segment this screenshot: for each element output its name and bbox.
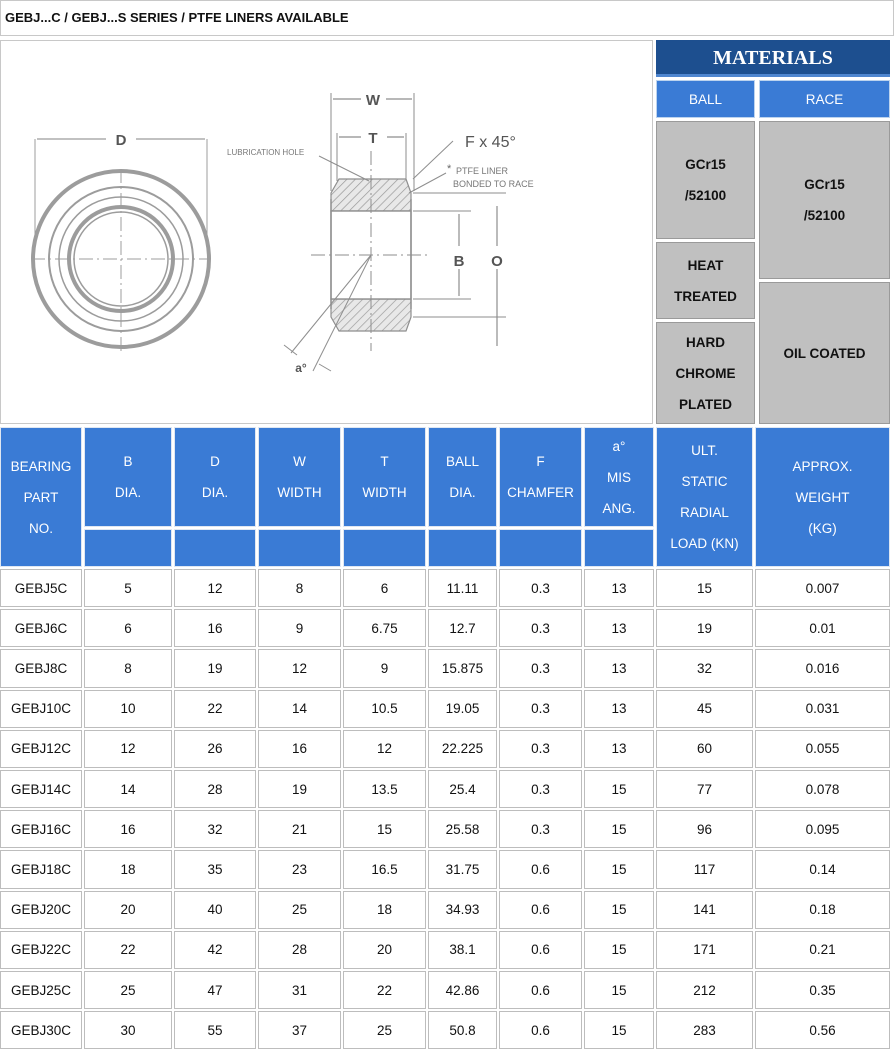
table-cell: 15: [584, 971, 654, 1009]
table-cell: 10.5: [343, 690, 426, 728]
table-cell: 22: [84, 931, 172, 969]
ball-finish: HARD CHROME PLATED: [656, 322, 755, 424]
table-cell: 22: [174, 690, 256, 728]
table-cell: 0.18: [755, 891, 890, 929]
table-cell: 0.3: [499, 649, 582, 687]
bearing-drawing: [0, 40, 653, 424]
table-cell: 0.6: [499, 1011, 582, 1049]
table-cell: 28: [258, 931, 341, 969]
page-title: GEBJ...C / GEBJ...S SERIES / PTFE LINERS AVAILABLE: [0, 0, 894, 36]
table-cell: 15: [584, 1011, 654, 1049]
header-weight: APPROX. WEIGHT (KG): [755, 427, 890, 567]
front-view: [31, 139, 211, 351]
angle-label: a°: [295, 361, 307, 375]
table-cell: 0.6: [499, 931, 582, 969]
materials-title: MATERIALS: [656, 40, 890, 77]
table-cell: 15: [584, 850, 654, 888]
table-cell: 96: [656, 810, 753, 848]
table-cell: 21: [258, 810, 341, 848]
table-cell: 12.7: [428, 609, 497, 647]
table-cell: 47: [174, 971, 256, 1009]
table-cell: 10: [84, 690, 172, 728]
table-cell: 0.6: [499, 891, 582, 929]
table-cell: 19.05: [428, 690, 497, 728]
table-cell: 0.3: [499, 569, 582, 607]
table-cell: 13: [584, 690, 654, 728]
table-cell: 0.35: [755, 971, 890, 1009]
table-cell: 13.5: [343, 770, 426, 808]
dim-d-label: D: [115, 132, 127, 149]
header-f-chamfer: F CHAMFER: [499, 427, 582, 527]
part-number-cell: GEBJ12C: [0, 730, 82, 768]
header-ball-dia: BALL DIA.: [428, 427, 497, 527]
part-number-cell: GEBJ25C: [0, 971, 82, 1009]
header-sub-ball-dia: [428, 529, 497, 567]
table-cell: 16: [258, 730, 341, 768]
table-cell: 0.078: [755, 770, 890, 808]
table-cell: 18: [84, 850, 172, 888]
header-b-dia: B DIA.: [84, 427, 172, 527]
table-cell: 45: [656, 690, 753, 728]
table-cell: 5: [84, 569, 172, 607]
table-cell: 25: [343, 1011, 426, 1049]
table-cell: 15: [656, 569, 753, 607]
table-cell: 141: [656, 891, 753, 929]
table-cell: 0.3: [499, 609, 582, 647]
table-cell: 0.031: [755, 690, 890, 728]
table-cell: 6: [84, 609, 172, 647]
table-cell: 35: [174, 850, 256, 888]
table-cell: 8: [84, 649, 172, 687]
table-cell: 0.007: [755, 569, 890, 607]
table-cell: 37: [258, 1011, 341, 1049]
header-sub-d-dia: [174, 529, 256, 567]
table-cell: 0.6: [499, 850, 582, 888]
race-material: GCr15 /52100: [759, 121, 890, 279]
table-cell: 15: [584, 810, 654, 848]
table-cell: 42: [174, 931, 256, 969]
part-number-cell: GEBJ8C: [0, 649, 82, 687]
part-number-cell: GEBJ30C: [0, 1011, 82, 1049]
table-cell: 38.1: [428, 931, 497, 969]
table-cell: 12: [343, 730, 426, 768]
dim-t-label: T: [368, 130, 378, 147]
materials-race-header: RACE: [759, 80, 890, 118]
table-cell: 16.5: [343, 850, 426, 888]
table-cell: 23: [258, 850, 341, 888]
ptfe-star: *: [447, 163, 452, 175]
table-cell: 15: [584, 770, 654, 808]
table-cell: 0.3: [499, 690, 582, 728]
table-cell: 30: [84, 1011, 172, 1049]
header-sub-mis-angle: [584, 529, 654, 567]
table-cell: 25: [258, 891, 341, 929]
table-cell: 22.225: [428, 730, 497, 768]
table-cell: 0.21: [755, 931, 890, 969]
table-cell: 60: [656, 730, 753, 768]
header-mis-angle: a° MIS ANG.: [584, 427, 654, 527]
table-cell: 25.58: [428, 810, 497, 848]
table-cell: 9: [258, 609, 341, 647]
table-cell: 55: [174, 1011, 256, 1049]
header-part-no: BEARING PART NO.: [0, 427, 82, 567]
dim-b-label: B: [453, 253, 465, 270]
table-cell: 16: [174, 609, 256, 647]
header-sub-f-chamfer: [499, 529, 582, 567]
table-cell: 20: [343, 931, 426, 969]
table-cell: 117: [656, 850, 753, 888]
header-d-dia: D DIA.: [174, 427, 256, 527]
table-cell: 31: [258, 971, 341, 1009]
table-cell: 0.6: [499, 971, 582, 1009]
table-cell: 15: [584, 931, 654, 969]
materials-ball-header: BALL: [656, 80, 755, 118]
header-sub-w-width: [258, 529, 341, 567]
table-cell: 13: [584, 649, 654, 687]
table-cell: 171: [656, 931, 753, 969]
part-number-cell: GEBJ5C: [0, 569, 82, 607]
header-radial-load: ULT. STATIC RADIAL LOAD (KN): [656, 427, 753, 567]
table-cell: 14: [84, 770, 172, 808]
bearing-diagram: [1, 41, 652, 423]
part-number-cell: GEBJ22C: [0, 931, 82, 969]
table-cell: 12: [174, 569, 256, 607]
table-cell: 212: [656, 971, 753, 1009]
table-cell: 42.86: [428, 971, 497, 1009]
part-number-cell: GEBJ10C: [0, 690, 82, 728]
table-cell: 0.3: [499, 770, 582, 808]
dim-o-label: O: [491, 253, 503, 270]
table-cell: 15: [343, 810, 426, 848]
ball-treatment: HEAT TREATED: [656, 242, 755, 319]
table-cell: 14: [258, 690, 341, 728]
part-number-cell: GEBJ18C: [0, 850, 82, 888]
table-cell: 16: [84, 810, 172, 848]
table-cell: 15: [584, 891, 654, 929]
table-cell: 6.75: [343, 609, 426, 647]
table-cell: 12: [84, 730, 172, 768]
race-finish: OIL COATED: [759, 282, 890, 424]
table-cell: 22: [343, 971, 426, 1009]
table-cell: 9: [343, 649, 426, 687]
table-cell: 6: [343, 569, 426, 607]
table-cell: 0.56: [755, 1011, 890, 1049]
table-cell: 32: [174, 810, 256, 848]
table-cell: 32: [656, 649, 753, 687]
table-cell: 25: [84, 971, 172, 1009]
table-cell: 19: [258, 770, 341, 808]
table-cell: 40: [174, 891, 256, 929]
table-cell: 19: [656, 609, 753, 647]
table-cell: 0.095: [755, 810, 890, 848]
dim-w-label: W: [365, 92, 381, 109]
header-sub-t-width: [343, 529, 426, 567]
table-cell: 0.016: [755, 649, 890, 687]
table-cell: 0.3: [499, 810, 582, 848]
table-cell: 0.055: [755, 730, 890, 768]
table-cell: 11.11: [428, 569, 497, 607]
part-number-cell: GEBJ20C: [0, 891, 82, 929]
table-cell: 26: [174, 730, 256, 768]
part-number-cell: GEBJ14C: [0, 770, 82, 808]
dim-f-label: F x 45°: [465, 134, 516, 151]
table-cell: 50.8: [428, 1011, 497, 1049]
table-cell: 25.4: [428, 770, 497, 808]
table-cell: 13: [584, 730, 654, 768]
table-cell: 283: [656, 1011, 753, 1049]
table-cell: 8: [258, 569, 341, 607]
table-cell: 77: [656, 770, 753, 808]
part-number-cell: GEBJ16C: [0, 810, 82, 848]
table-cell: 20: [84, 891, 172, 929]
table-cell: 13: [584, 609, 654, 647]
part-number-cell: GEBJ6C: [0, 609, 82, 647]
table-cell: 15.875: [428, 649, 497, 687]
header-w-width: W WIDTH: [258, 427, 341, 527]
table-cell: 34.93: [428, 891, 497, 929]
table-cell: 31.75: [428, 850, 497, 888]
table-cell: 12: [258, 649, 341, 687]
table-cell: 19: [174, 649, 256, 687]
header-t-width: T WIDTH: [343, 427, 426, 527]
lubrication-hole-label: LUBRICATION HOLE: [227, 148, 305, 157]
ptfe-liner-label: PTFE LINER: [456, 166, 509, 176]
header-sub-b-dia: [84, 529, 172, 567]
table-cell: 0.14: [755, 850, 890, 888]
table-cell: 18: [343, 891, 426, 929]
table-cell: 13: [584, 569, 654, 607]
table-cell: 28: [174, 770, 256, 808]
bonded-to-race-label: BONDED TO RACE: [453, 179, 534, 189]
table-cell: 0.01: [755, 609, 890, 647]
table-cell: 0.3: [499, 730, 582, 768]
ball-material: GCr15 /52100: [656, 121, 755, 239]
